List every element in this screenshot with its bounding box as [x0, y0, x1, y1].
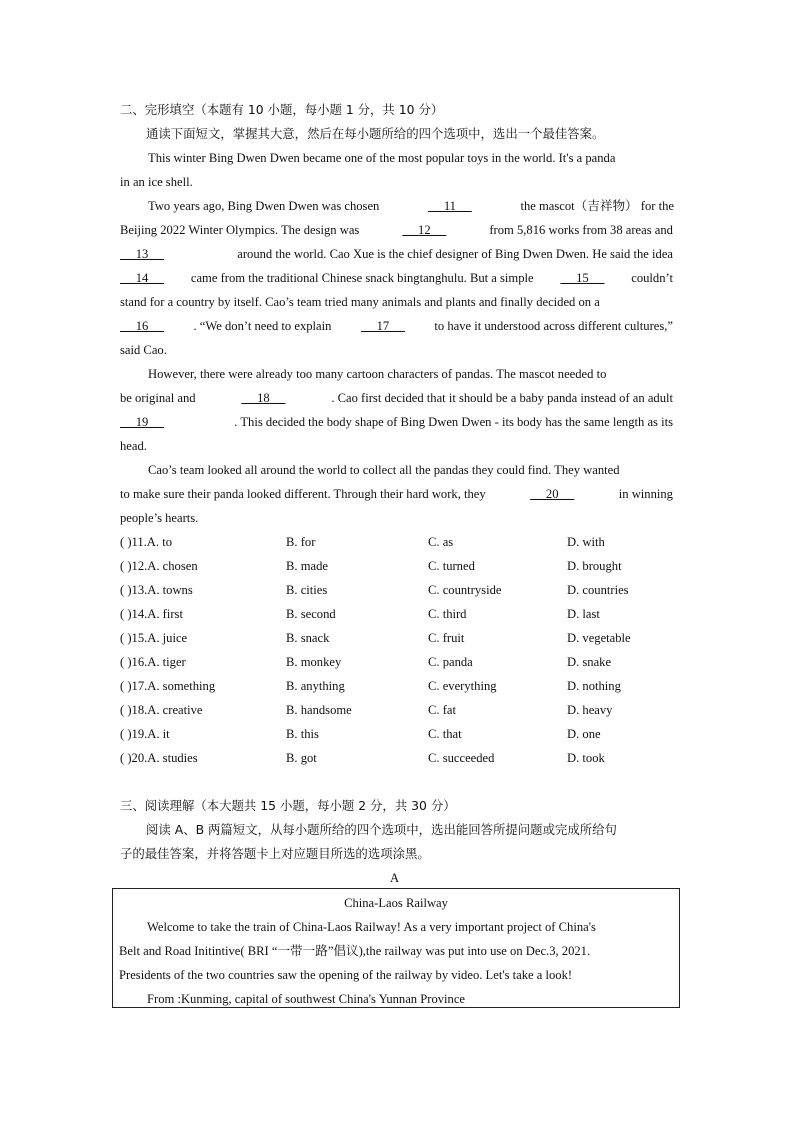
question-row: [120, 602, 680, 626]
blank-20: __20__: [530, 487, 575, 501]
text-segment: . Cao first decided that it should be a baby panda instead of an adult: [331, 391, 673, 405]
passage-line: in an ice shell.: [120, 175, 193, 189]
passage-line: [120, 266, 673, 290]
text-segment: the mascot（吉祥物） for the: [520, 199, 674, 213]
passage-line: [148, 194, 674, 218]
passage-line: This winter Bing Dwen Dwen became one of the most popular toys in the world. It's a panda: [148, 151, 616, 165]
option-c: C. as: [428, 535, 454, 549]
passage-line: Presidents of the two countries saw the opening of the railway by video. Let's take a look!: [119, 968, 573, 982]
option-d: D. last: [567, 607, 600, 621]
passage-title: China-Laos Railway: [344, 896, 448, 910]
blank-13: __13__: [120, 247, 165, 261]
blank-12: __12__: [402, 223, 447, 237]
question-stem: ( )12.A. chosen: [120, 559, 198, 573]
section-heading-reading: 三、阅读理解（本大题共 15 小题，每小题 2 分，共 30 分）: [120, 798, 456, 813]
option-b: B. made: [286, 559, 328, 573]
text-segment: Two years ago, Bing Dwen Dwen was chosen: [148, 199, 380, 213]
blank-11: __11__: [428, 199, 472, 213]
blank-18: __18__: [241, 391, 286, 405]
reading-instruction: 阅读 A、B 两篇短文，从每小题所给的四个选项中，选出能回答所提问题或完成所给句: [146, 822, 617, 837]
passage-label: A: [390, 871, 400, 885]
option-c: C. succeeded: [428, 751, 495, 765]
option-d: D. heavy: [567, 703, 613, 717]
passage-box: [112, 888, 680, 1008]
blank-17: __17__: [360, 319, 405, 333]
question-row: [120, 578, 680, 602]
option-b: B. got: [286, 751, 317, 765]
option-c: C. panda: [428, 655, 473, 669]
section-heading-cloze: 二、完形填空（本题有 10 小题，每小题 1 分，共 10 分）: [120, 102, 444, 117]
text-segment: came from the traditional Chinese snack bingtanghulu. But a simple: [190, 271, 534, 285]
passage-line: [120, 242, 673, 266]
passage-line: Belt and Road Initintive( BRI “一带一路”倡议),the railway was put into use on Dec.3, 2021.: [119, 944, 591, 958]
question-stem: ( )13.A. towns: [120, 583, 193, 597]
question-stem: ( )19.A. it: [120, 727, 170, 741]
option-d: D. countries: [567, 583, 629, 597]
question-row: [120, 698, 680, 722]
option-c: C. third: [428, 607, 467, 621]
text-segment: . “We don’t need to explain: [193, 319, 332, 333]
question-row: [120, 650, 680, 674]
option-c: C. fruit: [428, 631, 465, 645]
passage-line: [120, 482, 673, 506]
option-c: C. everything: [428, 679, 497, 693]
passage-line: said Cao.: [120, 343, 167, 357]
passage-line: Cao’s team looked all around the world to collect all the pandas they could find. They wanted: [148, 463, 620, 477]
passage-line: [120, 314, 673, 338]
option-d: D. with: [567, 535, 605, 549]
reading-instruction: 子的最佳答案，并将答题卡上对应题目所选的选项涂黑。: [120, 846, 430, 861]
option-b: B. second: [286, 607, 336, 621]
text-segment: to have it understood across different cultures,”: [434, 319, 673, 333]
passage-line: However, there were already too many cartoon characters of pandas. The mascot needed to: [148, 367, 607, 381]
question-stem: ( )17.A. something: [120, 679, 216, 693]
option-d: D. one: [567, 727, 601, 741]
blank-15: __15__: [560, 271, 605, 285]
option-c: C. turned: [428, 559, 475, 573]
question-row: [120, 530, 680, 554]
option-d: D. nothing: [567, 679, 621, 693]
option-c: C. countryside: [428, 583, 502, 597]
question-row: [120, 554, 680, 578]
option-b: B. cities: [286, 583, 328, 597]
question-row: [120, 626, 680, 650]
blank-14: __14__: [120, 271, 165, 285]
option-b: B. for: [286, 535, 316, 549]
option-d: D. snake: [567, 655, 612, 669]
cloze-instruction: 通读下面短文，掌握其大意，然后在每小题所给的四个选项中，选出一个最佳答案。: [146, 126, 605, 141]
text-segment: to make sure their panda looked different. Through their hard work, they: [120, 487, 486, 501]
option-b: B. this: [286, 727, 319, 741]
question-row: [120, 674, 680, 698]
option-b: B. monkey: [286, 655, 342, 669]
option-c: C. that: [428, 727, 462, 741]
passage-line: [120, 410, 673, 434]
question-stem: ( )20.A. studies: [120, 751, 198, 765]
option-d: D. brought: [567, 559, 622, 573]
text-segment: be original and: [120, 391, 196, 405]
passage-line: Welcome to take the train of China-Laos Railway! As a very important project of China's: [147, 920, 596, 934]
question-row: [120, 746, 680, 770]
text-segment: Beijing 2022 Winter Olympics. The design was: [120, 223, 360, 237]
question-stem: ( )11.A. to: [120, 535, 172, 549]
question-stem: ( )14.A. first: [120, 607, 183, 621]
question-stem: ( )16.A. tiger: [120, 655, 186, 669]
option-b: B. snack: [286, 631, 330, 645]
passage-line: head.: [120, 439, 147, 453]
option-b: B. handsome: [286, 703, 352, 717]
text-segment: . This decided the body shape of Bing Dwen Dwen - its body has the same length as its: [234, 415, 673, 429]
question-stem: ( )15.A. juice: [120, 631, 188, 645]
question-row: [120, 722, 680, 746]
passage-line: stand for a country by itself. Cao’s team tried many animals and plants and finally decided on a: [120, 295, 600, 309]
text-segment: in winning: [618, 487, 673, 501]
blank-16: __16__: [120, 319, 165, 333]
option-d: D. vegetable: [567, 631, 631, 645]
passage-line: people’s hearts.: [120, 511, 199, 525]
passage-line: [120, 218, 673, 242]
option-b: B. anything: [286, 679, 345, 693]
option-c: C. fat: [428, 703, 456, 717]
passage-line: [120, 386, 673, 410]
text-segment: from 5,816 works from 38 areas and: [489, 223, 673, 237]
passage-line: From :Kunming, capital of southwest China's Yunnan Province: [147, 992, 466, 1006]
option-d: D. took: [567, 751, 605, 765]
question-stem: ( )18.A. creative: [120, 703, 203, 717]
text-segment: couldn’t: [631, 271, 673, 285]
text-segment: around the world. Cao Xue is the chief designer of Bing Dwen Dwen. He said the idea: [237, 247, 673, 261]
blank-19: __19__: [120, 415, 165, 429]
